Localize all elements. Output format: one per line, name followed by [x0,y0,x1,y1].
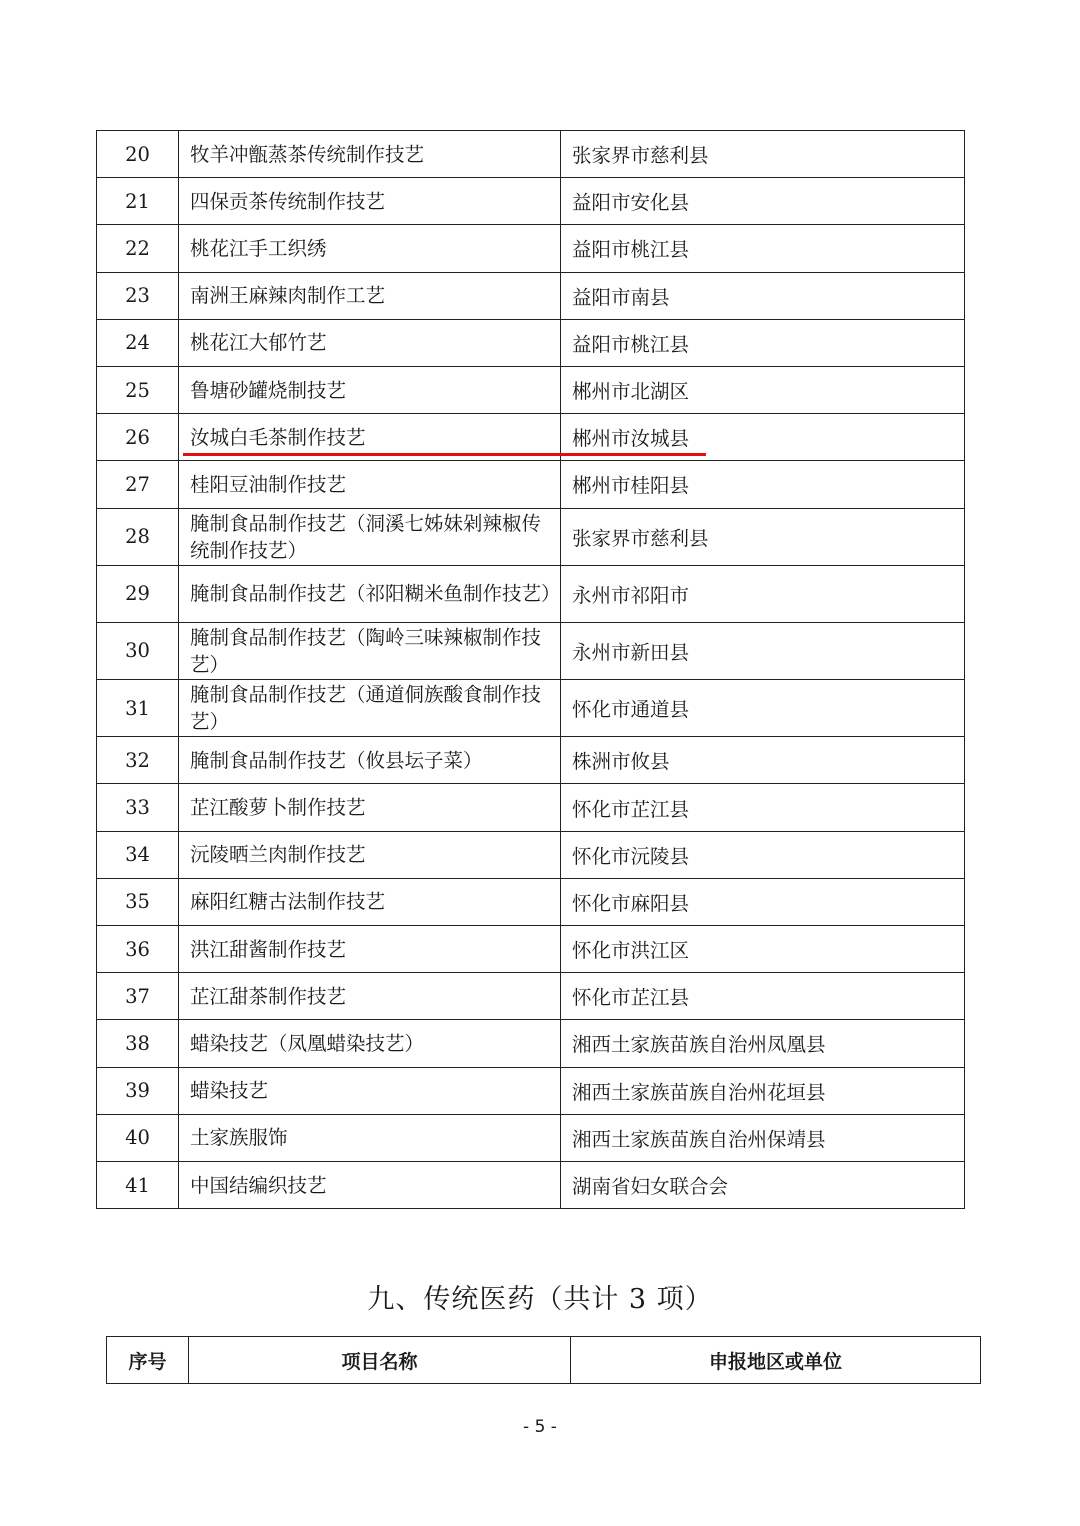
item-name: 桃花江大郁竹艺 [179,319,561,366]
item-name: 桃花江手工织绣 [179,225,561,272]
item-region: 怀化市通道县 [561,680,965,737]
row-number: 20 [97,131,179,178]
row-number: 36 [97,926,179,973]
table-row [97,622,965,679]
row-number: 38 [97,1020,179,1067]
item-region: 郴州市桂阳县 [561,461,965,508]
row-number: 32 [97,737,179,784]
table-row [97,1161,965,1208]
item-region: 张家界市慈利县 [561,508,965,565]
row-number: 33 [97,784,179,831]
table-row [97,178,965,225]
item-name: 腌制食品制作技艺（洞溪七姊妹剁辣椒传统制作技艺） [179,508,561,565]
row-number: 26 [97,414,179,461]
medicine-table-header [106,1336,981,1384]
header-no: 序号 [107,1337,189,1384]
table-row [97,784,965,831]
item-region: 益阳市安化县 [561,178,965,225]
row-number: 24 [97,319,179,366]
header-name: 项目名称 [189,1337,571,1384]
table-row [97,926,965,973]
row-number: 34 [97,831,179,878]
item-name: 南洲王麻辣肉制作工艺 [179,272,561,319]
item-name: 土家族服饰 [179,1114,561,1161]
table-row [97,1114,965,1161]
item-name: 洪江甜酱制作技艺 [179,926,561,973]
row-number: 39 [97,1067,179,1114]
table-row [97,737,965,784]
item-name: 腌制食品制作技艺（攸县坛子菜） [179,737,561,784]
highlight-underline [183,453,706,456]
item-region: 株洲市攸县 [561,737,965,784]
item-region: 张家界市慈利县 [561,131,965,178]
table-row [97,680,965,737]
item-name: 汝城白毛茶制作技艺 [179,414,561,461]
row-number: 40 [97,1114,179,1161]
row-number: 28 [97,508,179,565]
row-number: 23 [97,272,179,319]
row-number: 27 [97,461,179,508]
item-name: 腌制食品制作技艺（祁阳糊米鱼制作技艺） [179,565,561,622]
row-number: 25 [97,366,179,413]
table-row [97,1020,965,1067]
row-number: 29 [97,565,179,622]
table-row [97,565,965,622]
item-region: 湘西土家族苗族自治州凤凰县 [561,1020,965,1067]
item-name: 蜡染技艺 [179,1067,561,1114]
item-name: 腌制食品制作技艺（陶岭三味辣椒制作技艺） [179,622,561,679]
row-number: 30 [97,622,179,679]
table-row [97,973,965,1020]
item-region: 湘西土家族苗族自治州花垣县 [561,1067,965,1114]
item-region: 怀化市沅陵县 [561,831,965,878]
row-number: 22 [97,225,179,272]
table-row [97,366,965,413]
item-name: 蜡染技艺（凤凰蜡染技艺） [179,1020,561,1067]
page-number: - 5 - [523,1417,557,1437]
item-region: 益阳市桃江县 [561,319,965,366]
row-number: 41 [97,1161,179,1208]
row-number: 35 [97,878,179,925]
item-name: 桂阳豆油制作技艺 [179,461,561,508]
table-row [97,131,965,178]
item-name: 牧羊冲甑蒸茶传统制作技艺 [179,131,561,178]
item-region: 郴州市汝城县 [561,414,965,461]
item-name: 中国结编织技艺 [179,1161,561,1208]
table-row [97,508,965,565]
item-region: 湖南省妇女联合会 [561,1161,965,1208]
item-name: 四保贡茶传统制作技艺 [179,178,561,225]
item-region: 永州市祁阳市 [561,565,965,622]
item-region: 郴州市北湖区 [561,366,965,413]
table-row [97,1067,965,1114]
table-row [97,225,965,272]
item-name: 芷江酸萝卜制作技艺 [179,784,561,831]
row-number: 37 [97,973,179,1020]
table-row [97,319,965,366]
item-region: 永州市新田县 [561,622,965,679]
item-region: 怀化市麻阳县 [561,878,965,925]
item-name: 麻阳红糖古法制作技艺 [179,878,561,925]
item-region: 怀化市芷江县 [561,973,965,1020]
table-row [97,272,965,319]
item-name: 芷江甜茶制作技艺 [179,973,561,1020]
item-region: 益阳市桃江县 [561,225,965,272]
item-region: 湘西土家族苗族自治州保靖县 [561,1114,965,1161]
item-region: 怀化市芷江县 [561,784,965,831]
item-name: 腌制食品制作技艺（通道侗族酸食制作技艺） [179,680,561,737]
item-name: 鲁塘砂罐烧制技艺 [179,366,561,413]
item-region: 怀化市洪江区 [561,926,965,973]
heritage-items-table [96,130,965,1209]
item-region: 益阳市南县 [561,272,965,319]
row-number: 31 [97,680,179,737]
table-row [97,831,965,878]
table-row [97,461,965,508]
row-number: 21 [97,178,179,225]
header-row [107,1337,981,1384]
header-region: 申报地区或单位 [571,1337,981,1384]
item-name: 沅陵晒兰肉制作技艺 [179,831,561,878]
section-title: 九、传统医药（共计 3 项） [367,1284,713,1315]
table-row [97,878,965,925]
